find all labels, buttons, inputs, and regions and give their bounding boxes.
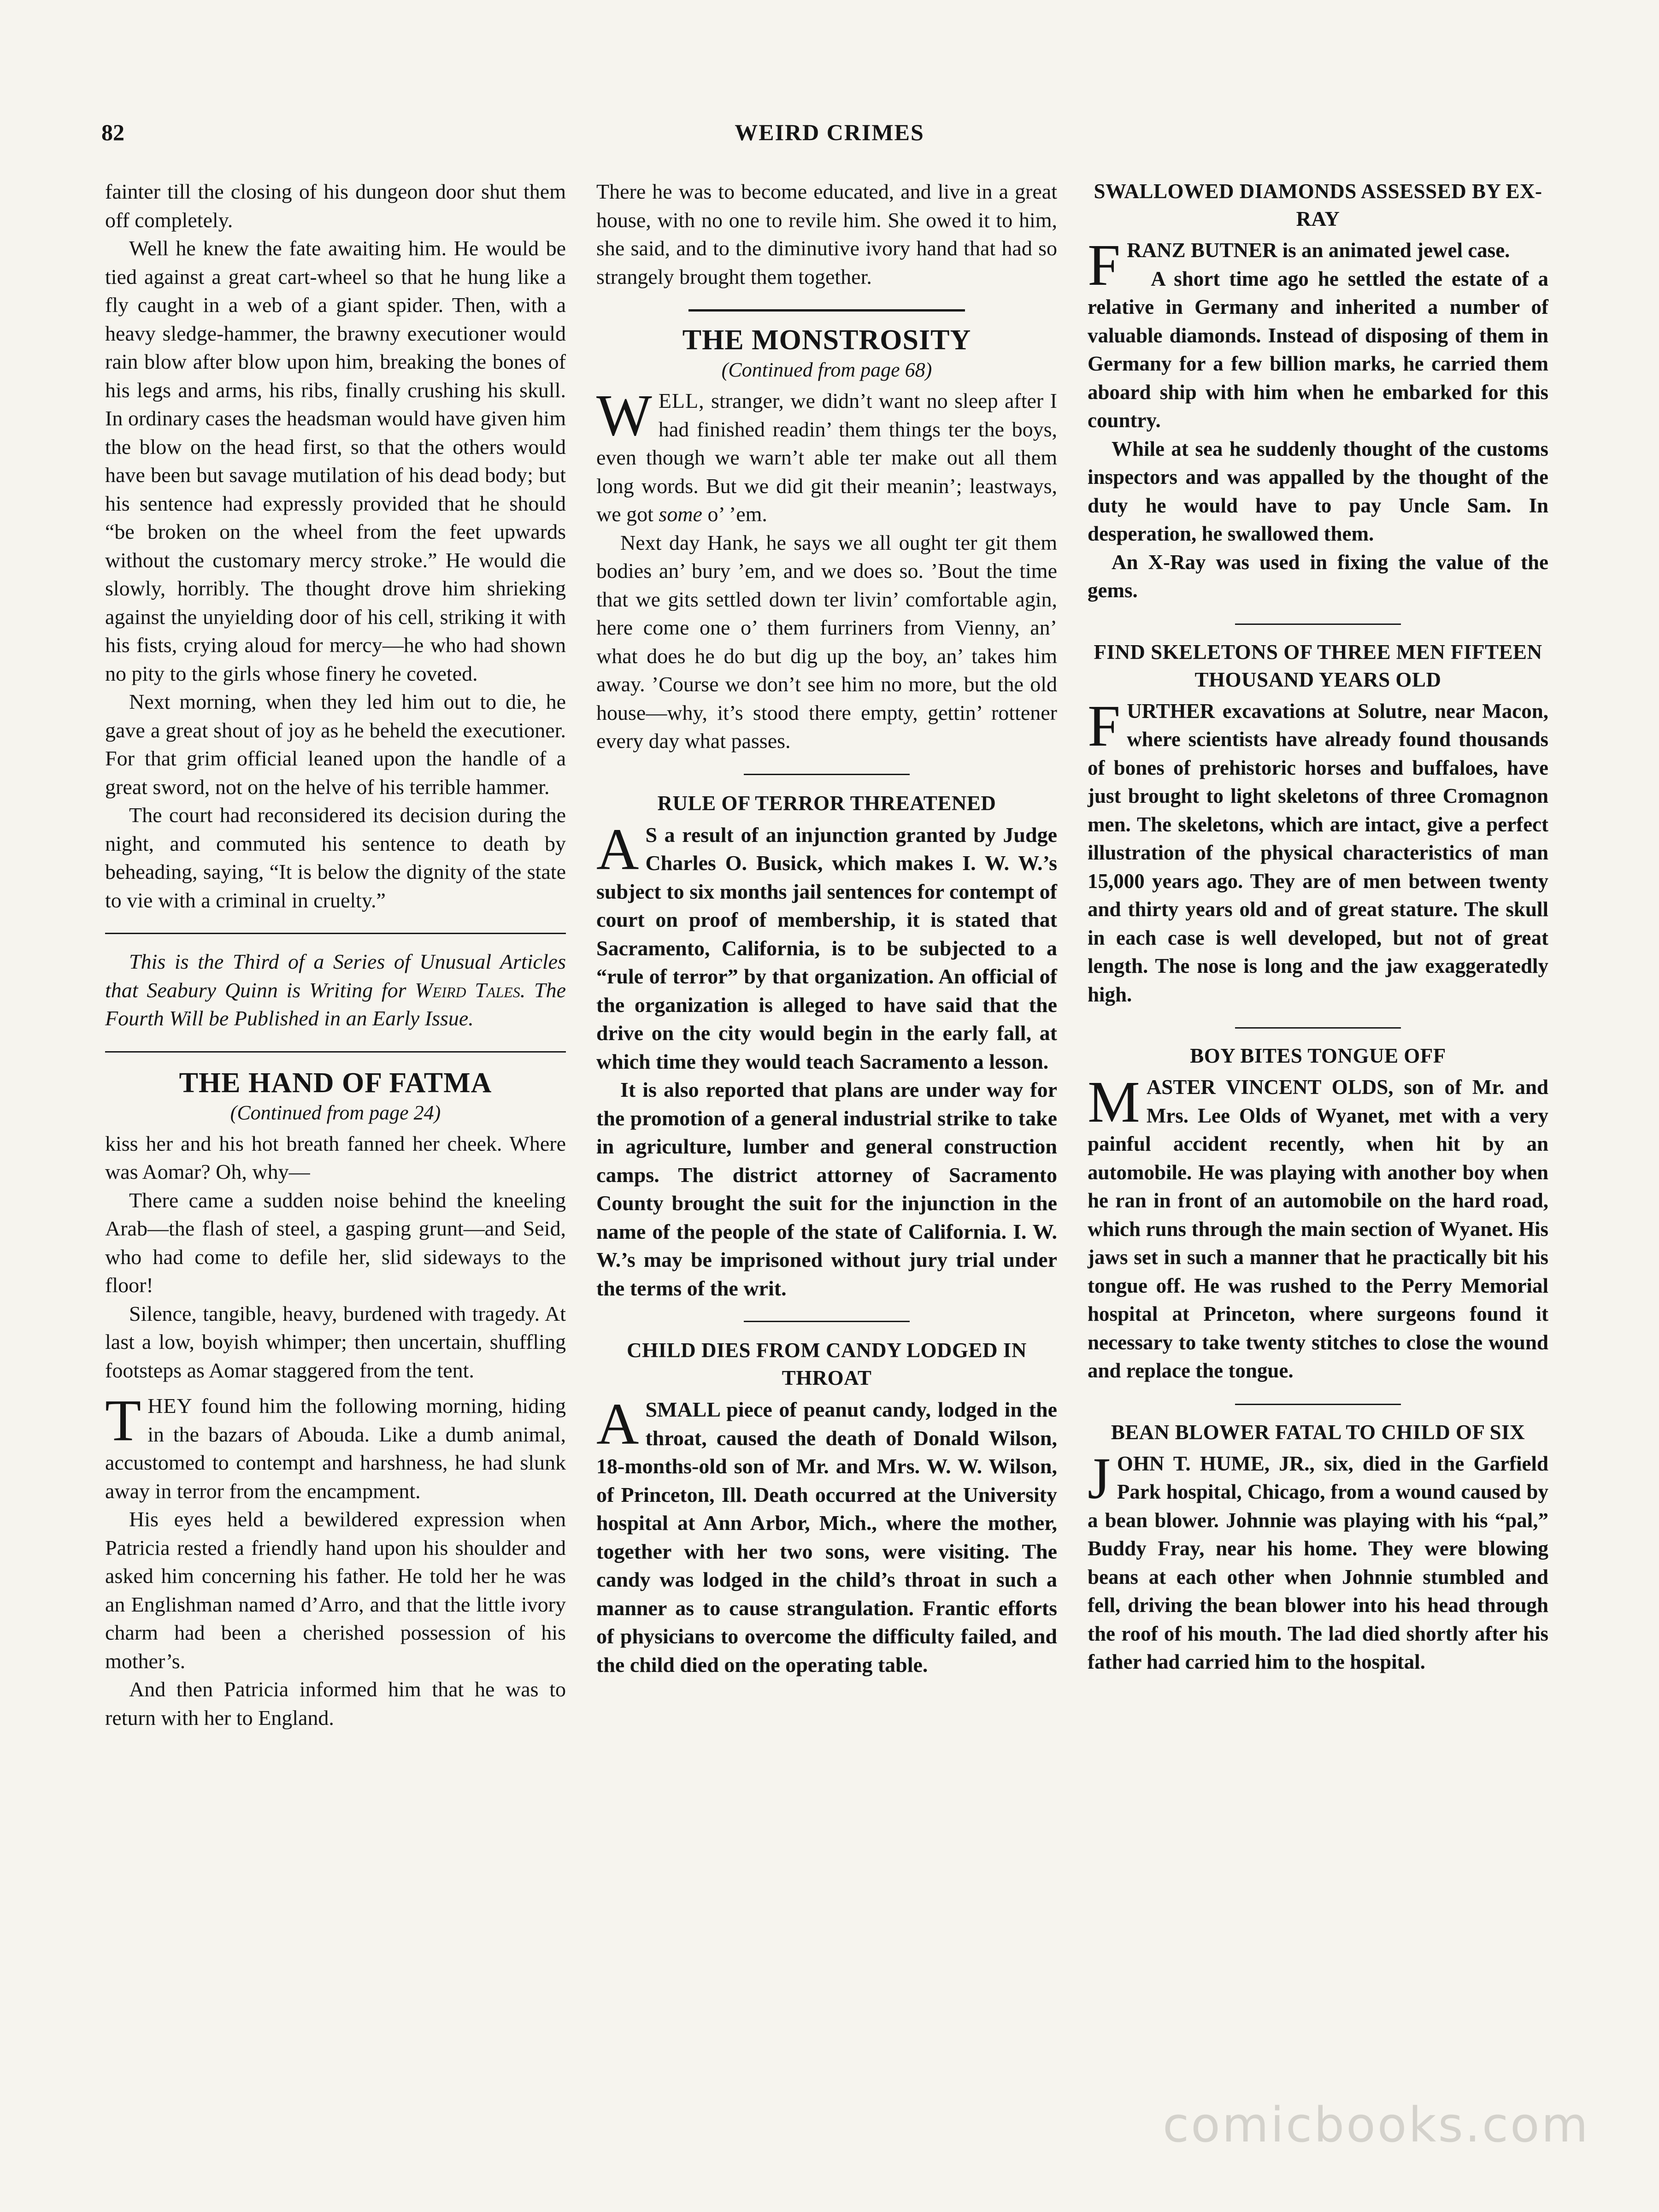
- divider: [1088, 1019, 1548, 1037]
- news-paragraph: FURTHER excavations at Solutre, near Macon, where scientists have already found thousands of bones of prehistoric horses and buffaloes, have just brought to light skeletons of three Cromagnon men. The skeletons, which are intact, give a perfect illustration of the physical characteristics of man 15,000 years ago. They are of men between twenty and thirty years old and of great stature. The skull in each case is well developed, but not of great length. The nose is long and the jaw exaggeratedly high.: [1088, 693, 1548, 1006]
- story-title-fatma: THE HAND OF FATMA: [179, 1067, 492, 1099]
- drop-cap: F: [1088, 232, 1121, 298]
- divider: [105, 1043, 566, 1061]
- divider: [596, 301, 1057, 319]
- drop-cap: M: [1088, 1069, 1140, 1135]
- divider: [1088, 1395, 1548, 1414]
- drop-cap: A: [596, 816, 639, 882]
- article-paragraph: fainter till the closing of his dungeon door shut them off completely.: [105, 180, 566, 232]
- news-paragraph: FRANZ BUTNER is an animated jewel case.: [1088, 232, 1510, 298]
- news-title-diamonds: SWALLOWED DIAMONDS ASSESSED BY EX-RAY: [1094, 180, 1542, 230]
- news-title-tongue: BOY BITES TONGUE OFF: [1190, 1044, 1446, 1067]
- story-paragraph: There came a sudden noise behind the kneeling Arab—the flash of steel, a gasping grunt—and Seid, who had come to defile her, slid sideways to the floor!: [105, 1188, 566, 1297]
- page-number: 82: [101, 119, 124, 145]
- story-paragraph: And then Patricia informed him that he was to return with her to England.: [105, 1677, 566, 1730]
- story-paragraph: THEY found him the following morning, hiding in the bazars of Abouda. Like a dumb animal, accustomed to contempt and harshness, he had slunk away in terror from the encampment.: [105, 1388, 566, 1503]
- column-left: [105, 177, 566, 1732]
- divider: [596, 1312, 1057, 1331]
- divider: [105, 924, 566, 943]
- drop-cap: A: [596, 1391, 639, 1457]
- drop-cap: T: [105, 1388, 141, 1453]
- story-paragraph: kiss her and his hot breath fanned her cheek. Where was Aomar? Oh, why—: [105, 1131, 566, 1183]
- story-title-monstrosity: THE MONSTROSITY: [682, 324, 971, 356]
- series-note: This is the Third of a Series of Unusual Articles that Seabury Quinn is Writing for Weird Tales. The Fourth Will be Published in an Early Issue.: [105, 950, 566, 1030]
- article-paragraph: Next morning, when they led him out to die, he gave a great shout of joy as he beheld the executioner. For that grim official leaned upon the handle of a great sword, not on the helve of his terrible hammer.: [105, 690, 566, 799]
- column-right: [1088, 177, 1548, 1677]
- news-paragraph: An X-Ray was used in fixing the value of the gems.: [1088, 550, 1548, 602]
- column-middle: [596, 177, 1057, 1679]
- drop-cap: F: [1088, 693, 1121, 759]
- news-title-skeletons: FIND SKELETONS OF THREE MEN FIFTEEN THOUSAND YEARS OLD: [1094, 640, 1542, 691]
- news-paragraph: MASTER VINCENT OLDS, son of Mr. and Mrs. Lee Olds of Wyanet, met with a very painful accident recently, when hit by an automobile. He was playing with another boy when he ran in front of an automobile on the hard road, which runs through the main section of Wyanet. His jaws set in such a manner that he practically bit his tongue off. He was rushed to the Perry Memorial hospital at Princeton, where surgeons found it necessary to take twenty stitches to close the wound and replace the tongue.: [1088, 1069, 1548, 1382]
- article-paragraph: The court had reconsidered its decision during the night, and commuted his sentence to death by beheading, saying, “It is below the dignity of the state to vie with a criminal in cruelty.”: [105, 803, 566, 912]
- page-header: [101, 119, 1558, 156]
- news-title-terror: RULE OF TERROR THREATENED: [657, 791, 996, 815]
- continued-from: (Continued from page 24): [230, 1101, 441, 1124]
- news-paragraph: ASMALL piece of peanut candy, lodged in the throat, caused the death of Donald Wilson, 18-months-old son of Mr. and Mrs. W. W. Wilson, of Princeton, Ill. Death occurred at the University hospital at Ann Arbor, Mich., where the mother, together with her two sons, were visiting. The candy was lodged in the child’s throat in such a manner as to cause strangulation. Frantic efforts of physicians to overcome the difficulty failed, and the child died on the operating table.: [596, 1391, 1057, 1677]
- news-paragraph: While at sea he suddenly thought of the customs inspectors and was appalled by the thought of the duty he would have to pay Uncle Sam. In desperation, he swallowed them.: [1088, 437, 1548, 545]
- drop-cap: W: [596, 382, 652, 448]
- story-paragraph: Next day Hank, he says we all ought ter git them bodies an’ bury ’em, and we does so. ’Bout the time that we gits settled down ter livin’ comfortable agin, here come one o’ them furriners from Vienny, an’ what does he do but dig up the boy, an’ takes him away. ’Course we don’t see him no more, but the old house—why, it’s stood there empty, gettin’ rottener every day what passes.: [596, 530, 1057, 753]
- news-paragraph: It is also reported that plans are under way for the promotion of a general industrial strike to take in agriculture, lumber and general construction camps. The district attorney of Sacramento County brought the suit for the injunction in the name of the people of the state of California. I. W. W.’s may be imprisoned without jury trial under the terms of the writ.: [596, 1078, 1057, 1300]
- story-paragraph: His eyes held a bewildered expression when Patricia rested a friendly hand upon his shoulder and asked him concerning his father. He told her he was an Englishman named d’Arro, and that the little ivory charm had been a cherished possession of his mother’s.: [105, 1507, 566, 1673]
- news-paragraph: JOHN T. HUME, JR., six, died in the Garfield Park hospital, Chicago, from a wound caused by a bean blower. Johnnie was playing with his “pal,” Buddy Fray, near his home. They were blowing beans at each other when Johnnie stumbled and fell, driving the bean blower into his head through the roof of his mouth. The lad died shortly after his father had carried him to the hospital.: [1088, 1445, 1548, 1673]
- story-paragraph: WELL, stranger, we didn’t want no sleep after I had finished readin’ them things ter the boys, even though we warn’t able ter make out all them long words. But we did git their meanin’; leastways, we got some o’ ’em.: [596, 382, 1057, 526]
- magazine-name: Weird Tales: [415, 978, 520, 1002]
- story-paragraph: Silence, tangible, heavy, burdened with tragedy. At last a low, boyish whimper; then uncertain, shuffling footsteps as Aomar staggered from the tent.: [105, 1301, 566, 1382]
- drop-cap: J: [1088, 1445, 1111, 1511]
- watermark: comicbooks.com: [1162, 2097, 1590, 2153]
- article-paragraph: Well he knew the fate awaiting him. He would be tied against a great cart-wheel so that he hung like a fly caught in a web of a giant spider. Then, with a heavy sledge-hammer, the brawny executioner would rain blow after blow upon him, breaking the bones of his legs and arms, his ribs, finally crushing his skull. In ordinary cases the headsman would have given him the blow on the head first, so that the others would have been but savage mutilation of his dead body; but his sentence had expressly provided that he should “be broken on the wheel from the feet upwards without the customary mercy stroke.” He would die slowly, horribly. The thought drove him shrieking against the unyielding door of his cell, striking it with his fists, crying aloud for mercy—he who had shown no pity to the girls whose finery he coveted.: [105, 236, 566, 685]
- news-title-candy: CHILD DIES FROM CANDY LODGED IN THROAT: [627, 1339, 1027, 1389]
- divider: [596, 765, 1057, 784]
- story-paragraph: There he was to become educated, and live in a great house, with no one to revile him. She owed it to him, she said, and to the diminutive ivory hand that had so strangely brought them together.: [596, 180, 1057, 288]
- divider: [1088, 615, 1548, 634]
- running-head: WEIRD CRIMES: [735, 119, 924, 145]
- news-title-bean-blower: BEAN BLOWER FATAL TO CHILD OF SIX: [1111, 1420, 1525, 1444]
- continued-from: (Continued from page 68): [721, 359, 932, 381]
- news-paragraph: A short time ago he settled the estate of a relative in Germany and inherited a number of valuable diamonds. Instead of disposing of them in Germany for a few billion marks, he carried them aboard ship with him when he embarked for this country.: [1088, 267, 1548, 432]
- news-paragraph: A S a result of an injunction granted by Judge Charles O. Busick, which makes I. W. W.’s subject to six months jail sentences for contempt of court on proof of membership, it is stated that Sacramento, California, is to be subjected to a “rule of terror” by that organization. An official of the organization is alleged to have said that the drive on the city would begin in the early fall, at which time they would teach Sacramento a lesson.: [596, 816, 1057, 1073]
